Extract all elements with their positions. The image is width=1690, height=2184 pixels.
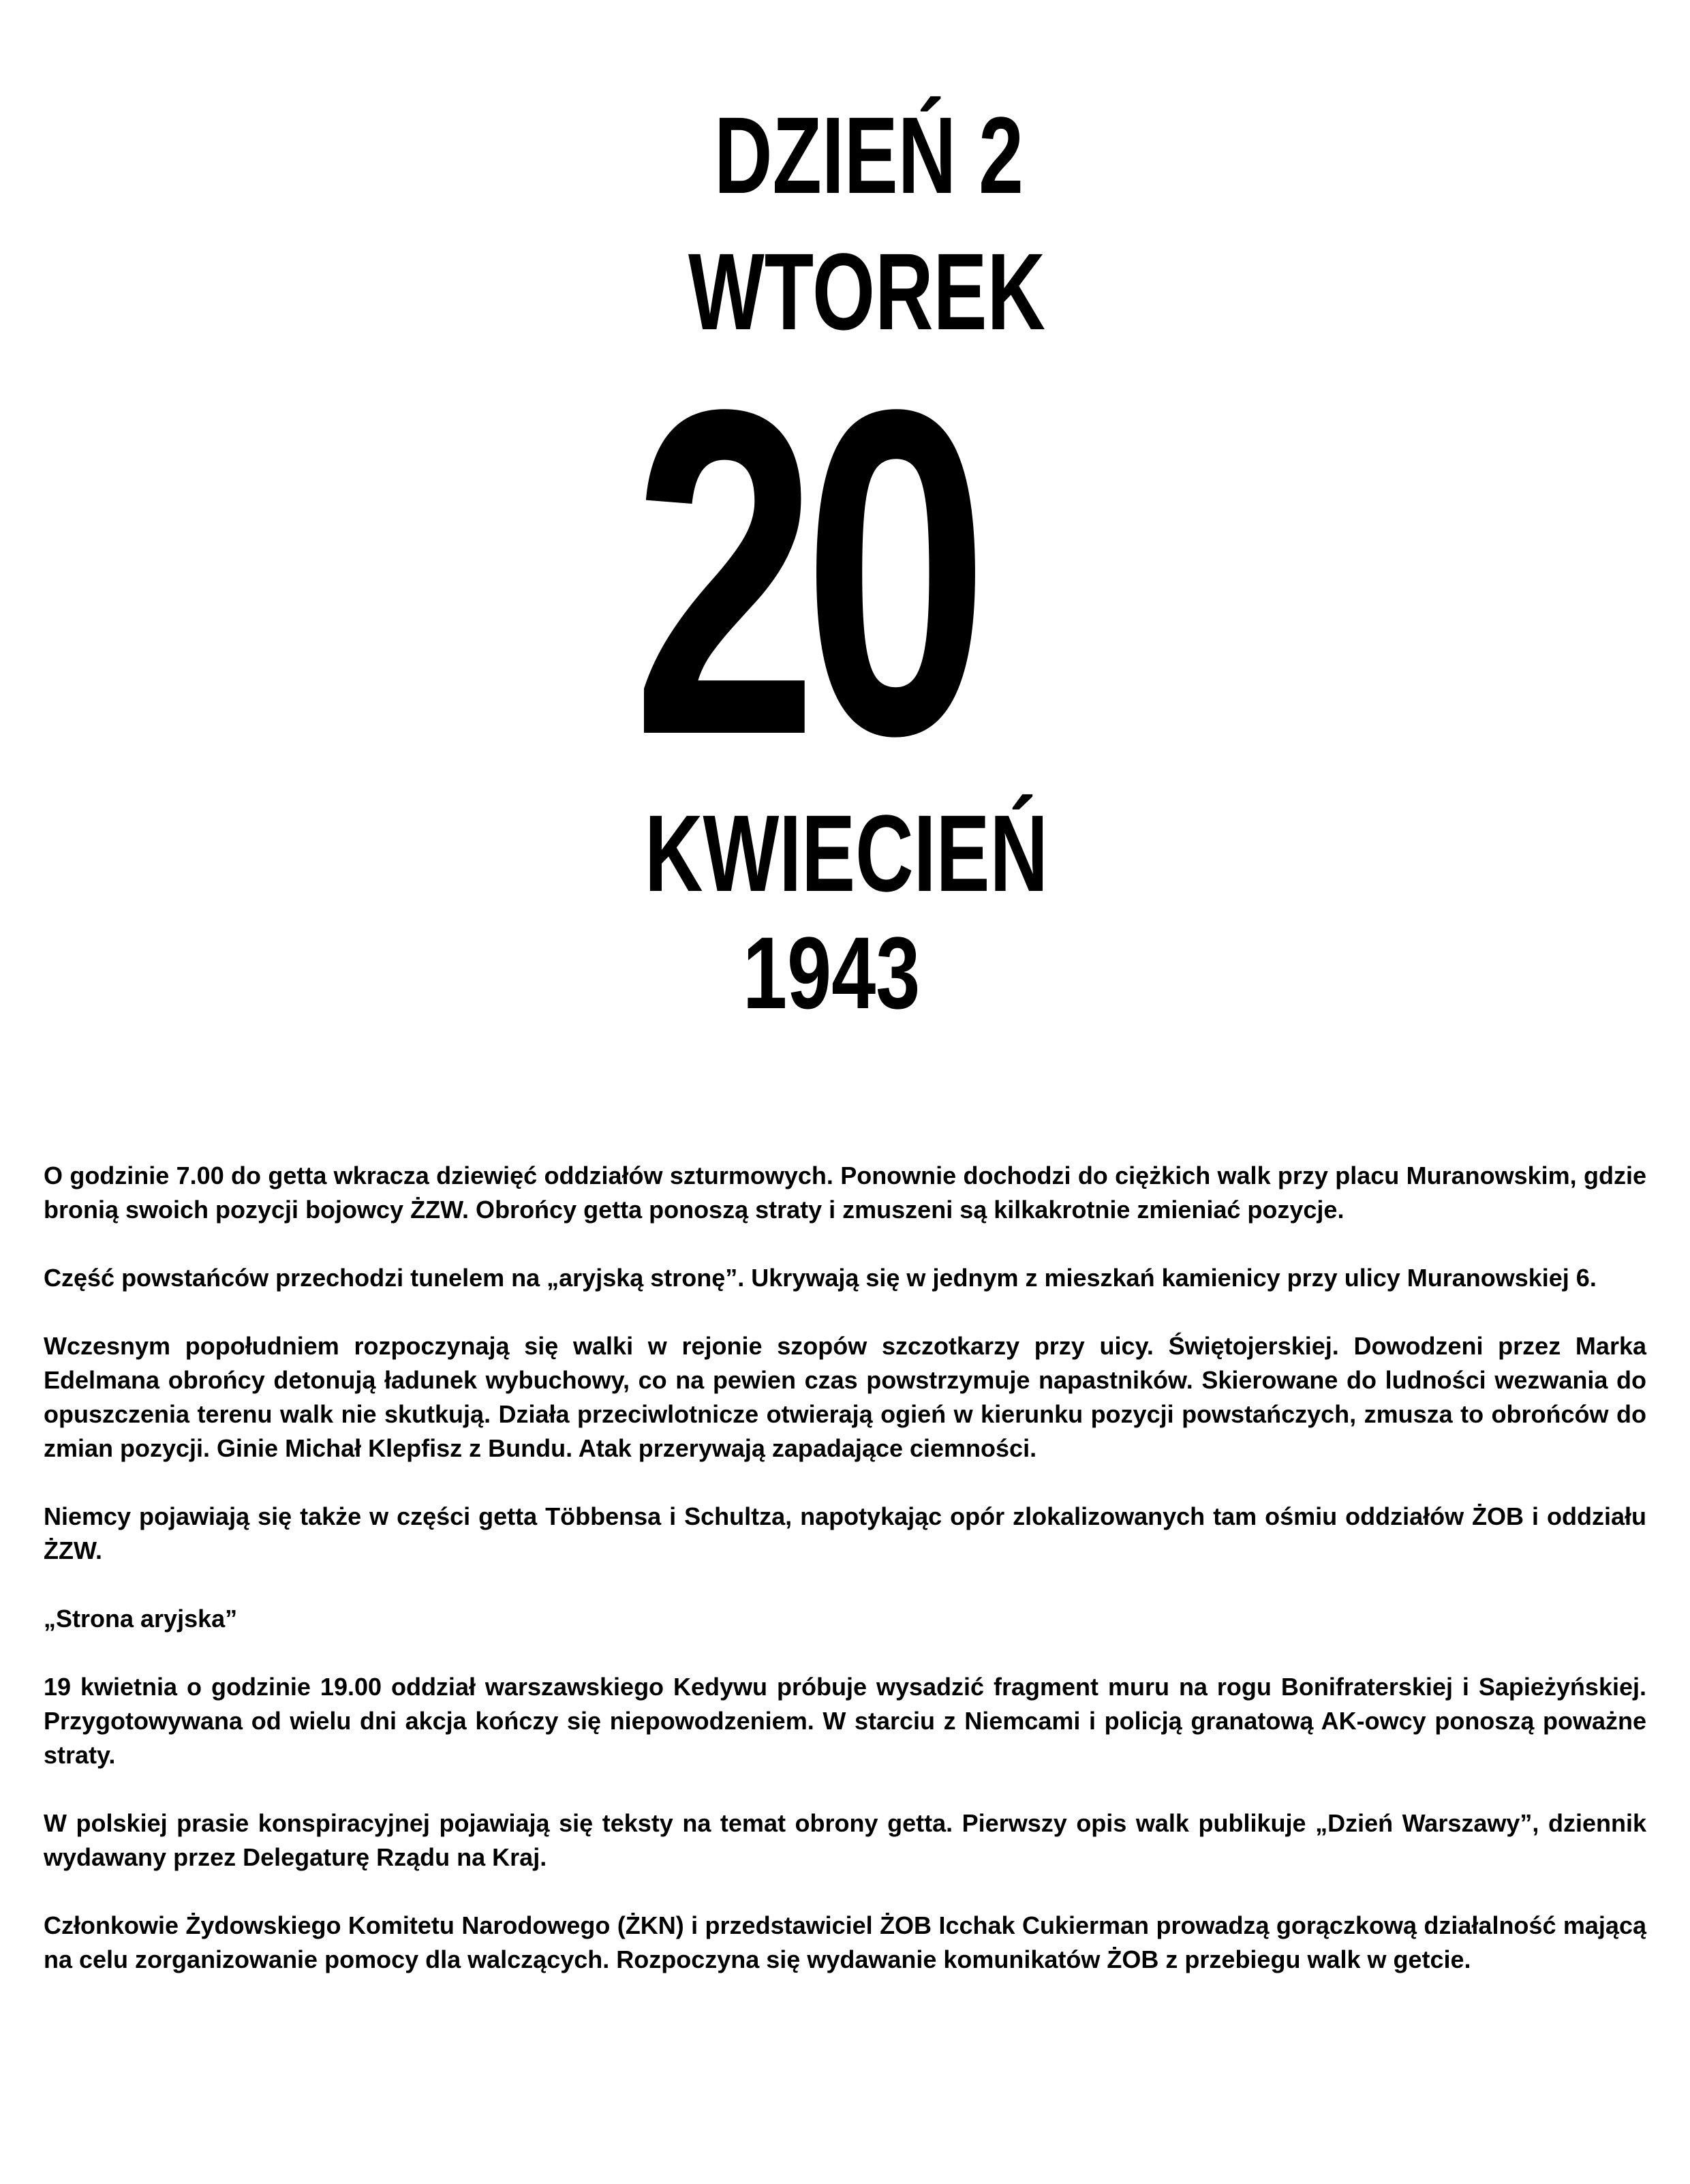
article-body bbox=[44, 1159, 1646, 2011]
paragraph-tunnel: Część powstańców przechodzi tunelem na „aryjską stronę”. Ukrywają się w jednym z mieszkań kamienicy przy ulicy Muranowskiej 6. bbox=[44, 1264, 1597, 1292]
paragraph-kedyw-action: 19 kwietnia o godzinie 19.00 oddział warszawskiego Kedywu próbuje wysadzić fragment muru na rogu Bonifraterskiej i Sapieżyńskiej. Przygotowywana od wielu dni akcja kończy się niepowodzeniem. W starciu z Niemcami i policją granatową AK-owcy ponoszą poważne straty. bbox=[44, 1673, 1646, 1769]
year-heading: 1943 bbox=[743, 915, 921, 1030]
paragraph-zkn-aid: Członkowie Żydowskiego Komitetu Narodowego (ŻKN) i przedstawiciel ŻOB Icchak Cukierman prowadzą gorączkową działalność mającą na celu zorganizowanie pomocy dla walczących. Rozpoczyna się wydawanie komunikatów ŻOB z przebiegu walk w getcie. bbox=[44, 1911, 1646, 1973]
month-heading: KWIECIEŃ bbox=[645, 792, 1048, 914]
paragraph-underground-press: W polskiej prasie konspiracyjnej pojawiają się teksty na temat obrony getta. Pierwszy opis walk publikuje „Dzień Warszawy”, dziennik wydawany przez Delegaturę Rządu na Kraj. bbox=[44, 1809, 1646, 1871]
paragraph-morning-assault: O godzinie 7.00 do getta wkracza dziewięć oddziałów szturmowych. Ponownie dochodzi do ciężkich walk przy placu Muranowskim, gdzie bronią swoich pozycji bojowcy ŻZW. Obrońcy getta ponoszą straty i zmuszeni są kilkakrotnie zmieniać pozycje. bbox=[44, 1162, 1646, 1224]
day-number-heading: DZIEŃ 2 bbox=[714, 94, 1024, 216]
paragraph-tobbens-schultz: Niemcy pojawiają się także w części getta Többensa i Schultza, napotykając opór zlokalizowanych tam ośmiu oddziałów ŻOB i oddziału ŻZW. bbox=[44, 1502, 1646, 1564]
paragraph-afternoon-fighting: Wczesnym popołudniem rozpoczynają się walki w rejonie szopów szczotkarzy przy uicy. Świętojerskiej. Dowodzeni przez Marka Edelmana obrońcy detonują ładunek wybuchowy, co na pewien czas powstrzymuje napastników. Skierowane do ludności wezwania do opuszczenia terenu walk nie skutkują. Działa przeciwlotnicze otwierają ogień w kierunku pozycji powstańczych, zmusza to obrońców do zmian pozycji. Ginie Michał Klepfisz z Bundu. Atak przerywają zapadające ciemności. bbox=[44, 1332, 1646, 1462]
date-number: 20 bbox=[632, 314, 974, 832]
weekday-heading: WTOREK bbox=[688, 230, 1046, 352]
section-heading-aryan-side: „Strona aryjska” bbox=[44, 1605, 238, 1633]
